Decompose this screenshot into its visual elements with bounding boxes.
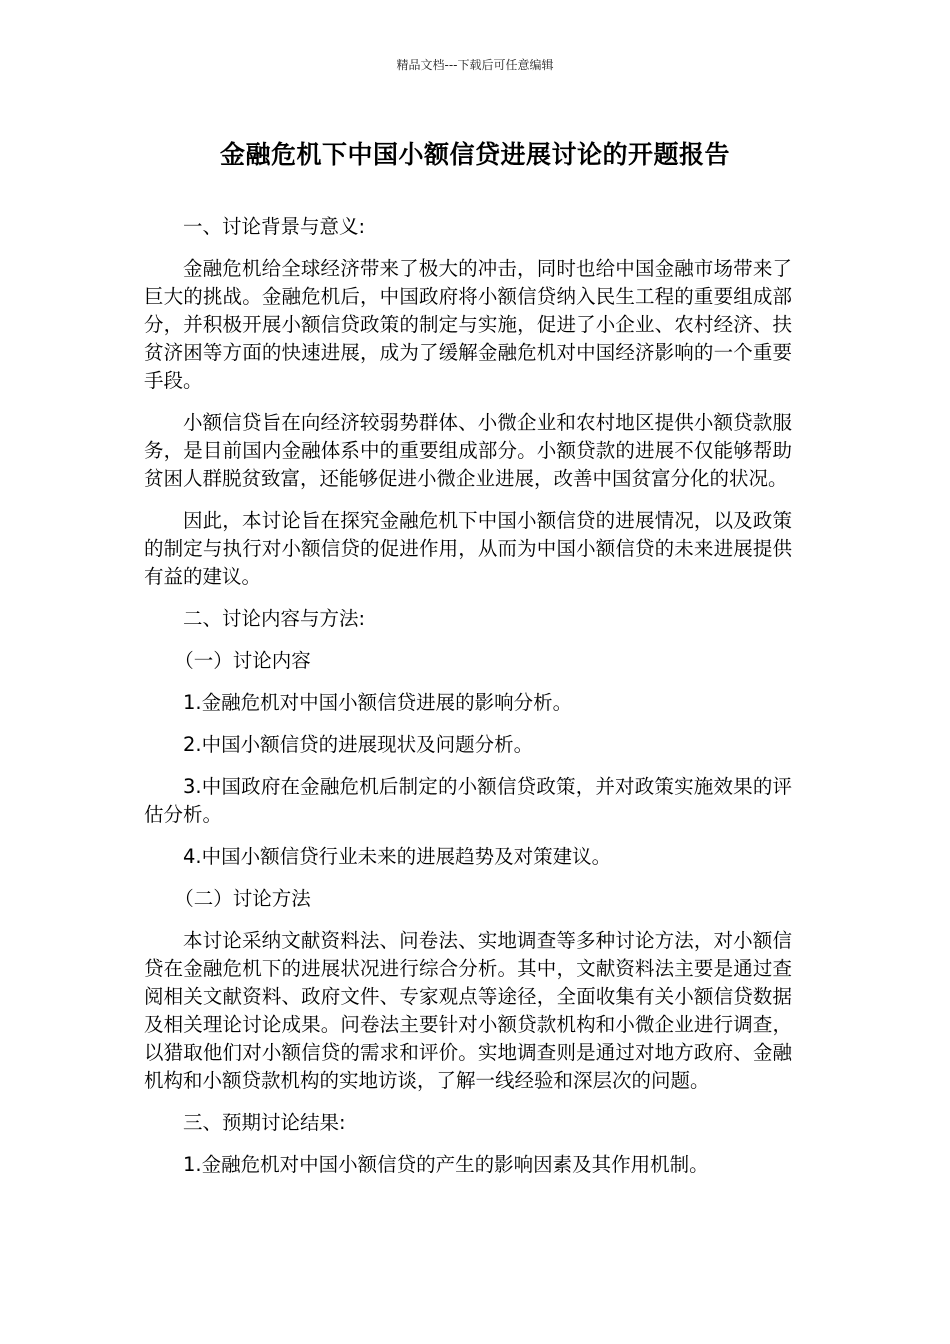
section-heading-content-method: 二、讨论内容与方法: bbox=[183, 607, 366, 630]
paragraph-background-3: 因此，本讨论旨在探究金融危机下中国小额信贷的进展情况，以及政策的制定与执行对小额信贷的促进作用，从而为中国小额信贷的未来进展提供有益的建议。 bbox=[144, 509, 792, 588]
section-heading-expected-results: 三、预期讨论结果: bbox=[183, 1111, 346, 1134]
paragraph-background-1: 金融危机给全球经济带来了极大的冲击，同时也给中国金融市场带来了巨大的挑战。金融危机后，中国政府将小额信贷纳入民生工程的重要组成部分，并积极开展小额信贷政策的制定与实施，促进了小企业、农村经济、扶贫济困等方面的快速进展，成为了缓解金融危机对中国经济影响的一个重要手段。 bbox=[144, 257, 792, 392]
list-item-content-1: 1.金融危机对中国小额信贷进展的影响分析。 bbox=[183, 691, 573, 714]
section-heading-background: 一、讨论背景与意义: bbox=[183, 215, 366, 238]
list-item-content-3: 3.中国政府在金融危机后制定的小额信贷政策，并对政策实施效果的评估分析。 bbox=[144, 775, 792, 826]
list-item-result-1: 1.金融危机对中国小额信贷的产生的影响因素及其作用机制。 bbox=[183, 1153, 709, 1176]
subheading-content: （一）讨论内容 bbox=[174, 649, 311, 672]
paragraph-method: 本讨论采纳文献资料法、问卷法、实地调查等多种讨论方法，对小额信贷在金融危机下的进展状况进行综合分析。其中，文献资料法主要是通过查阅相关文献资料、政府文件、专家观点等途径，全面收集有关小额信贷数据及相关理论讨论成果。问卷法主要针对小额贷款机构和小微企业进行调查，以猎取他们对小额信贷的需求和评价。实地调查则是通过对地方政府、金融机构和小额贷款机构的实地访谈，了解一线经验和深层次的问题。 bbox=[144, 929, 792, 1092]
document-title: 金融危机下中国小额信贷进展讨论的开题报告 bbox=[219, 140, 730, 169]
document-body bbox=[144, 213, 792, 1193]
paragraph-background-2: 小额信贷旨在向经济较弱势群体、小微企业和农村地区提供小额贷款服务，是目前国内金融体系中的重要组成部分。小额贷款的进展不仅能够帮助贫困人群脱贫致富，还能够促进小微企业进展，改善中国贫富分化的状况。 bbox=[144, 411, 792, 490]
subheading-method: （二）讨论方法 bbox=[174, 887, 311, 910]
list-item-content-2: 2.中国小额信贷的进展现状及问题分析。 bbox=[183, 733, 534, 756]
list-item-content-4: 4.中国小额信贷行业未来的进展趋势及对策建议。 bbox=[183, 845, 612, 868]
header-note: 精品文档---下载后可任意编辑 bbox=[396, 58, 554, 72]
